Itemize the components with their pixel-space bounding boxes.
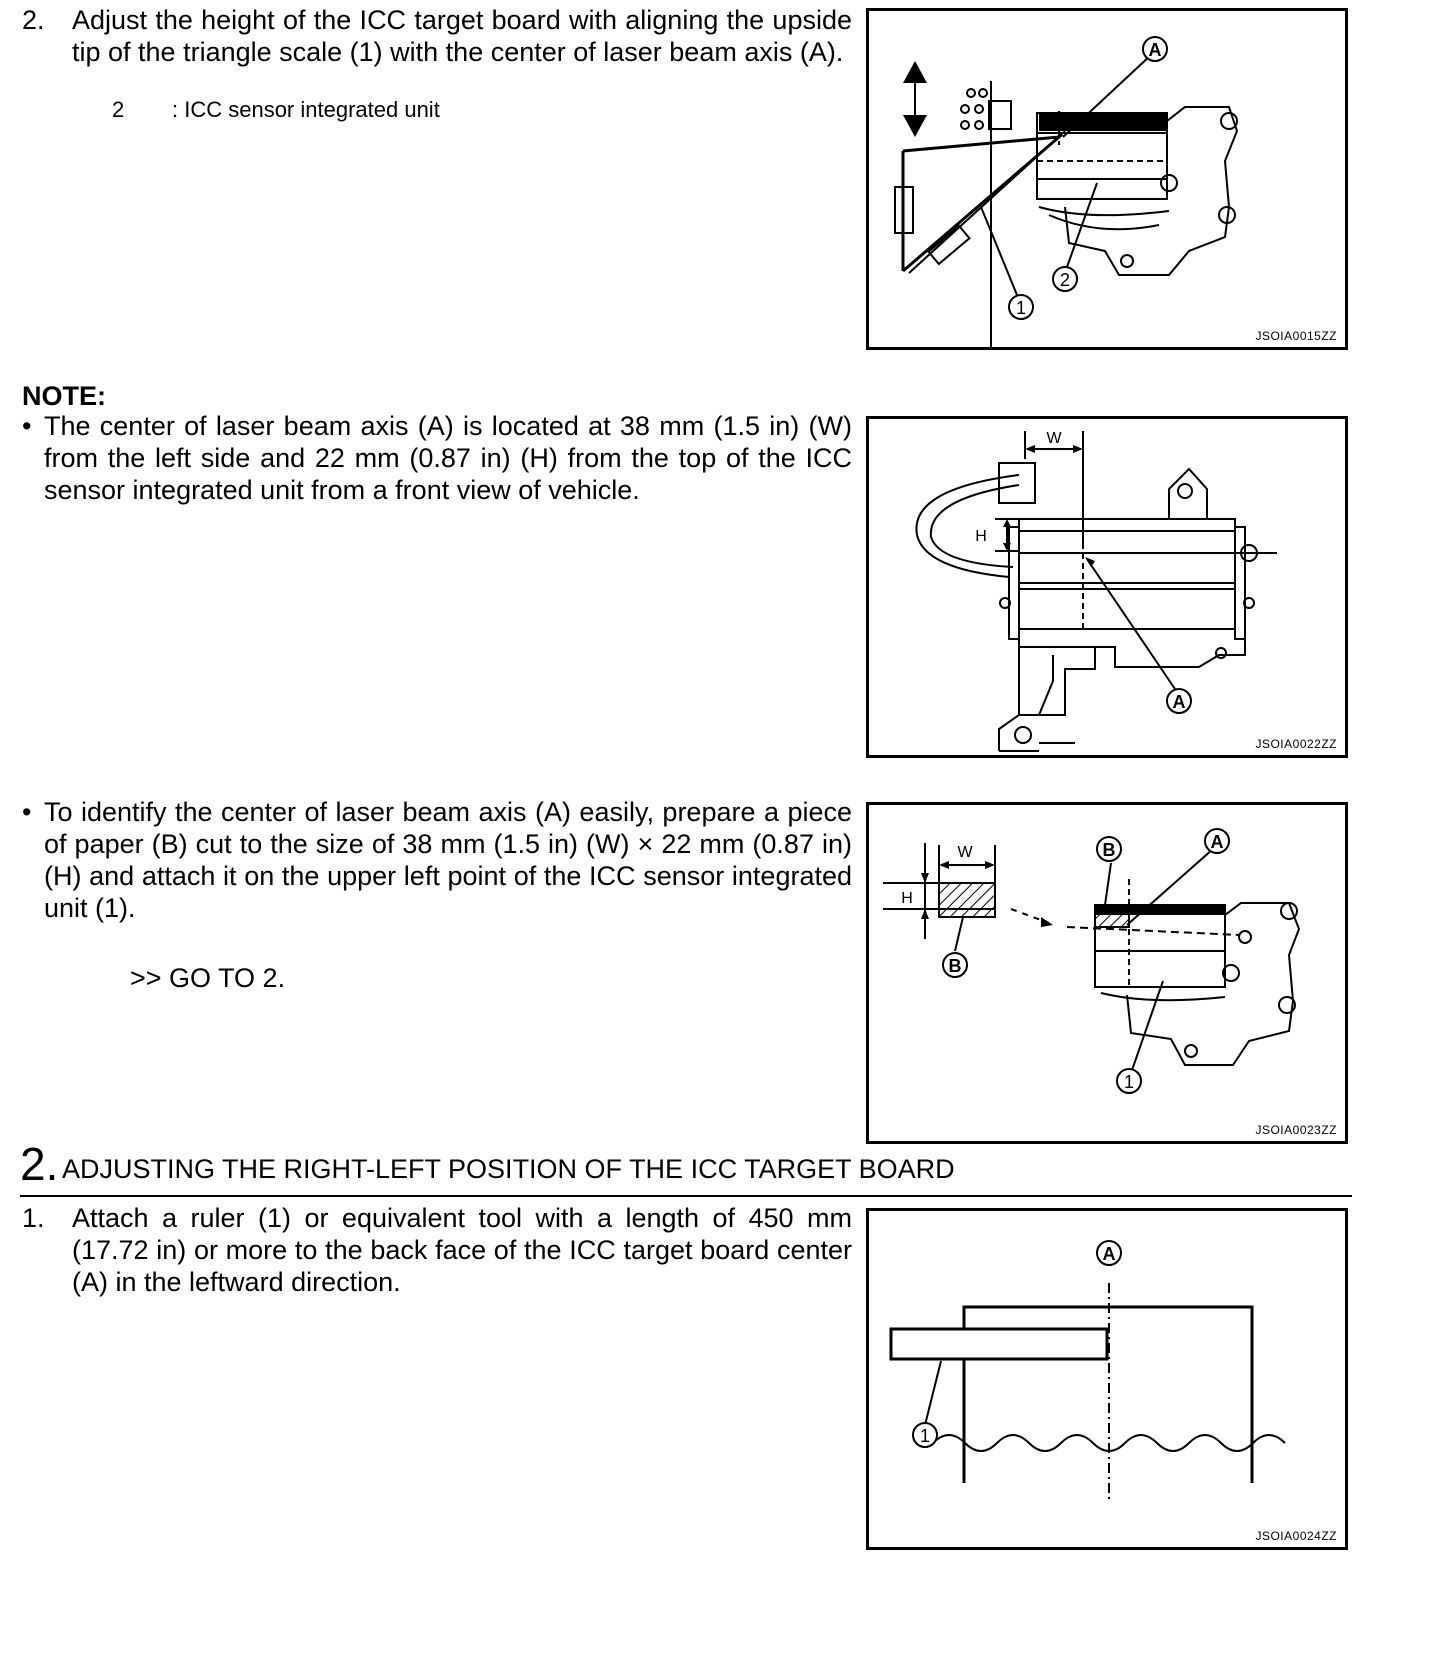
note-bullet-2: To identify the center of laser beam axis (A) easily, prepare a piece of paper (B) cut to the size of 38 mm (1.5 in) (W) × 22 mm (0.87 in) (H) and attach it on the upper left point of the ICC sensor integrated unit (1). — [44, 797, 852, 923]
step-text: Adjust the height of the ICC target board with aligning the upside tip of the triangle scale (1) with the center of laser beam axis (A). — [72, 5, 852, 67]
figure-laser-axis-location — [866, 416, 1348, 758]
figure-paper-template — [866, 802, 1348, 1144]
fig2-label-a: A — [1172, 692, 1186, 712]
fig2-label-h: H — [975, 528, 987, 545]
legend-number: 2 — [112, 97, 125, 122]
fig3-label-b-unit: B — [1102, 840, 1116, 860]
figure-3-drawing — [869, 805, 1345, 1141]
fig1-label-a: A — [1148, 40, 1162, 60]
figure-code: JSOIA0024ZZ — [1255, 1529, 1337, 1543]
step-number: 1. — [22, 1203, 45, 1233]
bullet-icon: • — [22, 797, 32, 827]
figure-icc-target-height — [866, 8, 1348, 350]
fig3-label-a: A — [1210, 832, 1224, 852]
bullet-icon: • — [22, 411, 32, 441]
step-text: Attach a ruler (1) or equivalent tool with a length of 450 mm (17.72 in) or more to the back face of the ICC target board center (A) in the leftward direction. — [72, 1203, 852, 1297]
fig1-label-2: 2 — [1059, 270, 1071, 290]
figure-code: JSOIA0022ZZ — [1255, 737, 1337, 751]
fig3-label-w: W — [957, 844, 973, 861]
fig3-label-1: 1 — [1123, 1072, 1135, 1092]
legend-text: : ICC sensor integrated unit — [172, 97, 440, 122]
fig1-label-1: 1 — [1015, 298, 1027, 318]
note-heading: NOTE: — [22, 381, 106, 411]
fig3-label-h: H — [901, 890, 913, 907]
figure-1-drawing — [869, 11, 1345, 347]
fig3-label-b-paper: B — [948, 956, 962, 976]
figure-4-drawing — [869, 1211, 1345, 1547]
section-title: ADJUSTING THE RIGHT-LEFT POSITION OF THE ICC TARGET BOARD — [62, 1154, 955, 1184]
goto-link[interactable]: >> GO TO 2. — [130, 963, 286, 993]
section-divider — [20, 1195, 1352, 1197]
fig4-label-1: 1 — [919, 1426, 931, 1446]
figure-code: JSOIA0015ZZ — [1255, 329, 1337, 343]
figure-ruler-attachment — [866, 1208, 1348, 1550]
note-bullet-1: The center of laser beam axis (A) is located at 38 mm (1.5 in) (W) from the left side and 22 mm (0.87 in) (H) from the top of the ICC sensor integrated unit from a front view of vehicle. — [44, 411, 852, 505]
step-number: 2. — [22, 5, 45, 35]
section-number: 2. — [20, 1138, 59, 1190]
figure-2-drawing — [869, 419, 1345, 755]
figure-code: JSOIA0023ZZ — [1255, 1123, 1337, 1137]
fig4-label-a: A — [1102, 1244, 1116, 1264]
fig2-label-w: W — [1046, 430, 1062, 447]
